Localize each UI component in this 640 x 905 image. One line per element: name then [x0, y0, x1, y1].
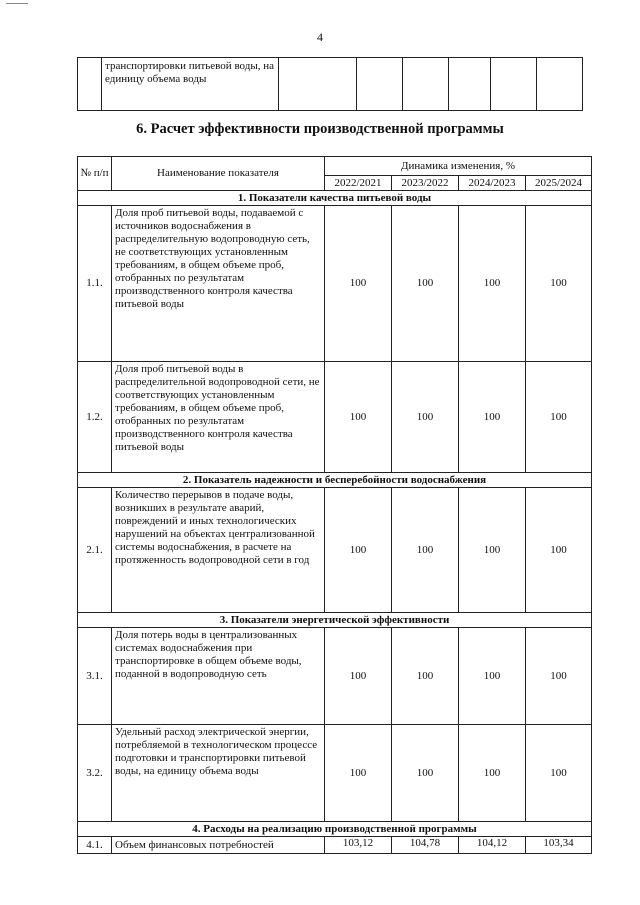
row-name: Доля проб питьевой воды в распределительной водопроводной сети, не соответствующих установленным требованиям, в общем объеме проб, отобранных по результатам производственного контроля качества питьевой воды — [112, 362, 325, 473]
row-value: 104,78 — [392, 837, 459, 854]
row-num: 4.1. — [78, 837, 112, 854]
cell-empty — [491, 58, 537, 111]
cell-empty — [78, 58, 102, 111]
row-name: Количество перерывов в подаче воды, возникших в результате аварий, повреждений и иных технологических нарушений на объектах централизованной системы водоснабжения, в расчете на протяженность водопроводной сети в год — [112, 488, 325, 613]
row-value: 100 — [392, 362, 459, 473]
row-value: 100 — [325, 362, 392, 473]
row-value: 100 — [526, 725, 592, 822]
row-value: 100 — [459, 362, 526, 473]
row-value: 100 — [325, 206, 392, 362]
section-title: 6. Расчет эффективности производственной программы — [136, 121, 504, 137]
row-num: 1.1. — [78, 206, 112, 362]
header-num: № п/п — [78, 157, 112, 191]
row-value: 103,12 — [325, 837, 392, 854]
row-name: Доля потерь воды в централизованных системах водоснабжения при транспортировке в общем объеме воды, поданной в водопроводную сеть — [112, 628, 325, 725]
table-row — [78, 628, 592, 725]
table-row — [78, 362, 592, 473]
section-heading: 2. Показатель надежности и бесперебойности водоснабжения — [78, 473, 592, 488]
row-name: Удельный расход электрической энергии, потребляемой в технологическом процессе подготовки и транспортировки питьевой воды, на единицу объема воды — [112, 725, 325, 822]
cell-empty — [537, 58, 583, 111]
continuation-table — [77, 57, 583, 111]
row-value: 100 — [526, 628, 592, 725]
table-row — [78, 488, 592, 613]
header-row — [78, 157, 592, 176]
row-num: 1.2. — [78, 362, 112, 473]
section-heading: 4. Расходы на реализацию производственной программы — [78, 822, 592, 837]
row-value: 100 — [392, 206, 459, 362]
cell-empty — [357, 58, 403, 111]
row-value: 100 — [526, 362, 592, 473]
row-value: 100 — [526, 488, 592, 613]
row-num: 2.1. — [78, 488, 112, 613]
cell-empty — [449, 58, 491, 111]
row-num: 3.1. — [78, 628, 112, 725]
row-value: 100 — [459, 488, 526, 613]
cell-empty — [279, 58, 357, 111]
row-value: 100 — [459, 206, 526, 362]
row-value: 100 — [325, 725, 392, 822]
row-value: 100 — [392, 725, 459, 822]
section-row — [78, 822, 592, 837]
continuation-name: транспортировки питьевой воды, на единицу объема воды — [102, 58, 279, 111]
header-year: 2025/2024 — [526, 176, 592, 191]
row-value: 103,34 — [526, 837, 592, 854]
row-name: Объем финансовых потребностей — [112, 837, 325, 854]
table-row — [78, 725, 592, 822]
section-row — [78, 613, 592, 628]
section-heading: 1. Показатели качества питьевой воды — [78, 191, 592, 206]
scan-edge-mark — [6, 3, 28, 4]
efficiency-table — [77, 156, 592, 854]
section-heading: 3. Показатели энергетической эффективности — [78, 613, 592, 628]
row-value: 100 — [392, 628, 459, 725]
section-row — [78, 473, 592, 488]
row-value: 100 — [325, 488, 392, 613]
row-value: 100 — [459, 725, 526, 822]
row-value: 100 — [459, 628, 526, 725]
row-value: 100 — [392, 488, 459, 613]
row-value: 100 — [325, 628, 392, 725]
page-number: 4 — [317, 30, 323, 44]
row-name: Доля проб питьевой воды, подаваемой с источников водоснабжения в распределительную водопроводную сеть, не соответствующих установленным требованиям, в общем объеме проб, отобранных по результатам производственного контроля качества питьевой воды — [112, 206, 325, 362]
cell-empty — [403, 58, 449, 111]
row-value: 104,12 — [459, 837, 526, 854]
section-row — [78, 191, 592, 206]
row-value: 100 — [526, 206, 592, 362]
table-row — [78, 206, 592, 362]
header-dynamics: Динамика изменения, % — [325, 157, 592, 176]
table-row — [78, 58, 583, 111]
header-year: 2022/2021 — [325, 176, 392, 191]
table-row — [78, 837, 592, 854]
header-name: Наименование показателя — [112, 157, 325, 191]
header-year: 2024/2023 — [459, 176, 526, 191]
header-year: 2023/2022 — [392, 176, 459, 191]
row-num: 3.2. — [78, 725, 112, 822]
